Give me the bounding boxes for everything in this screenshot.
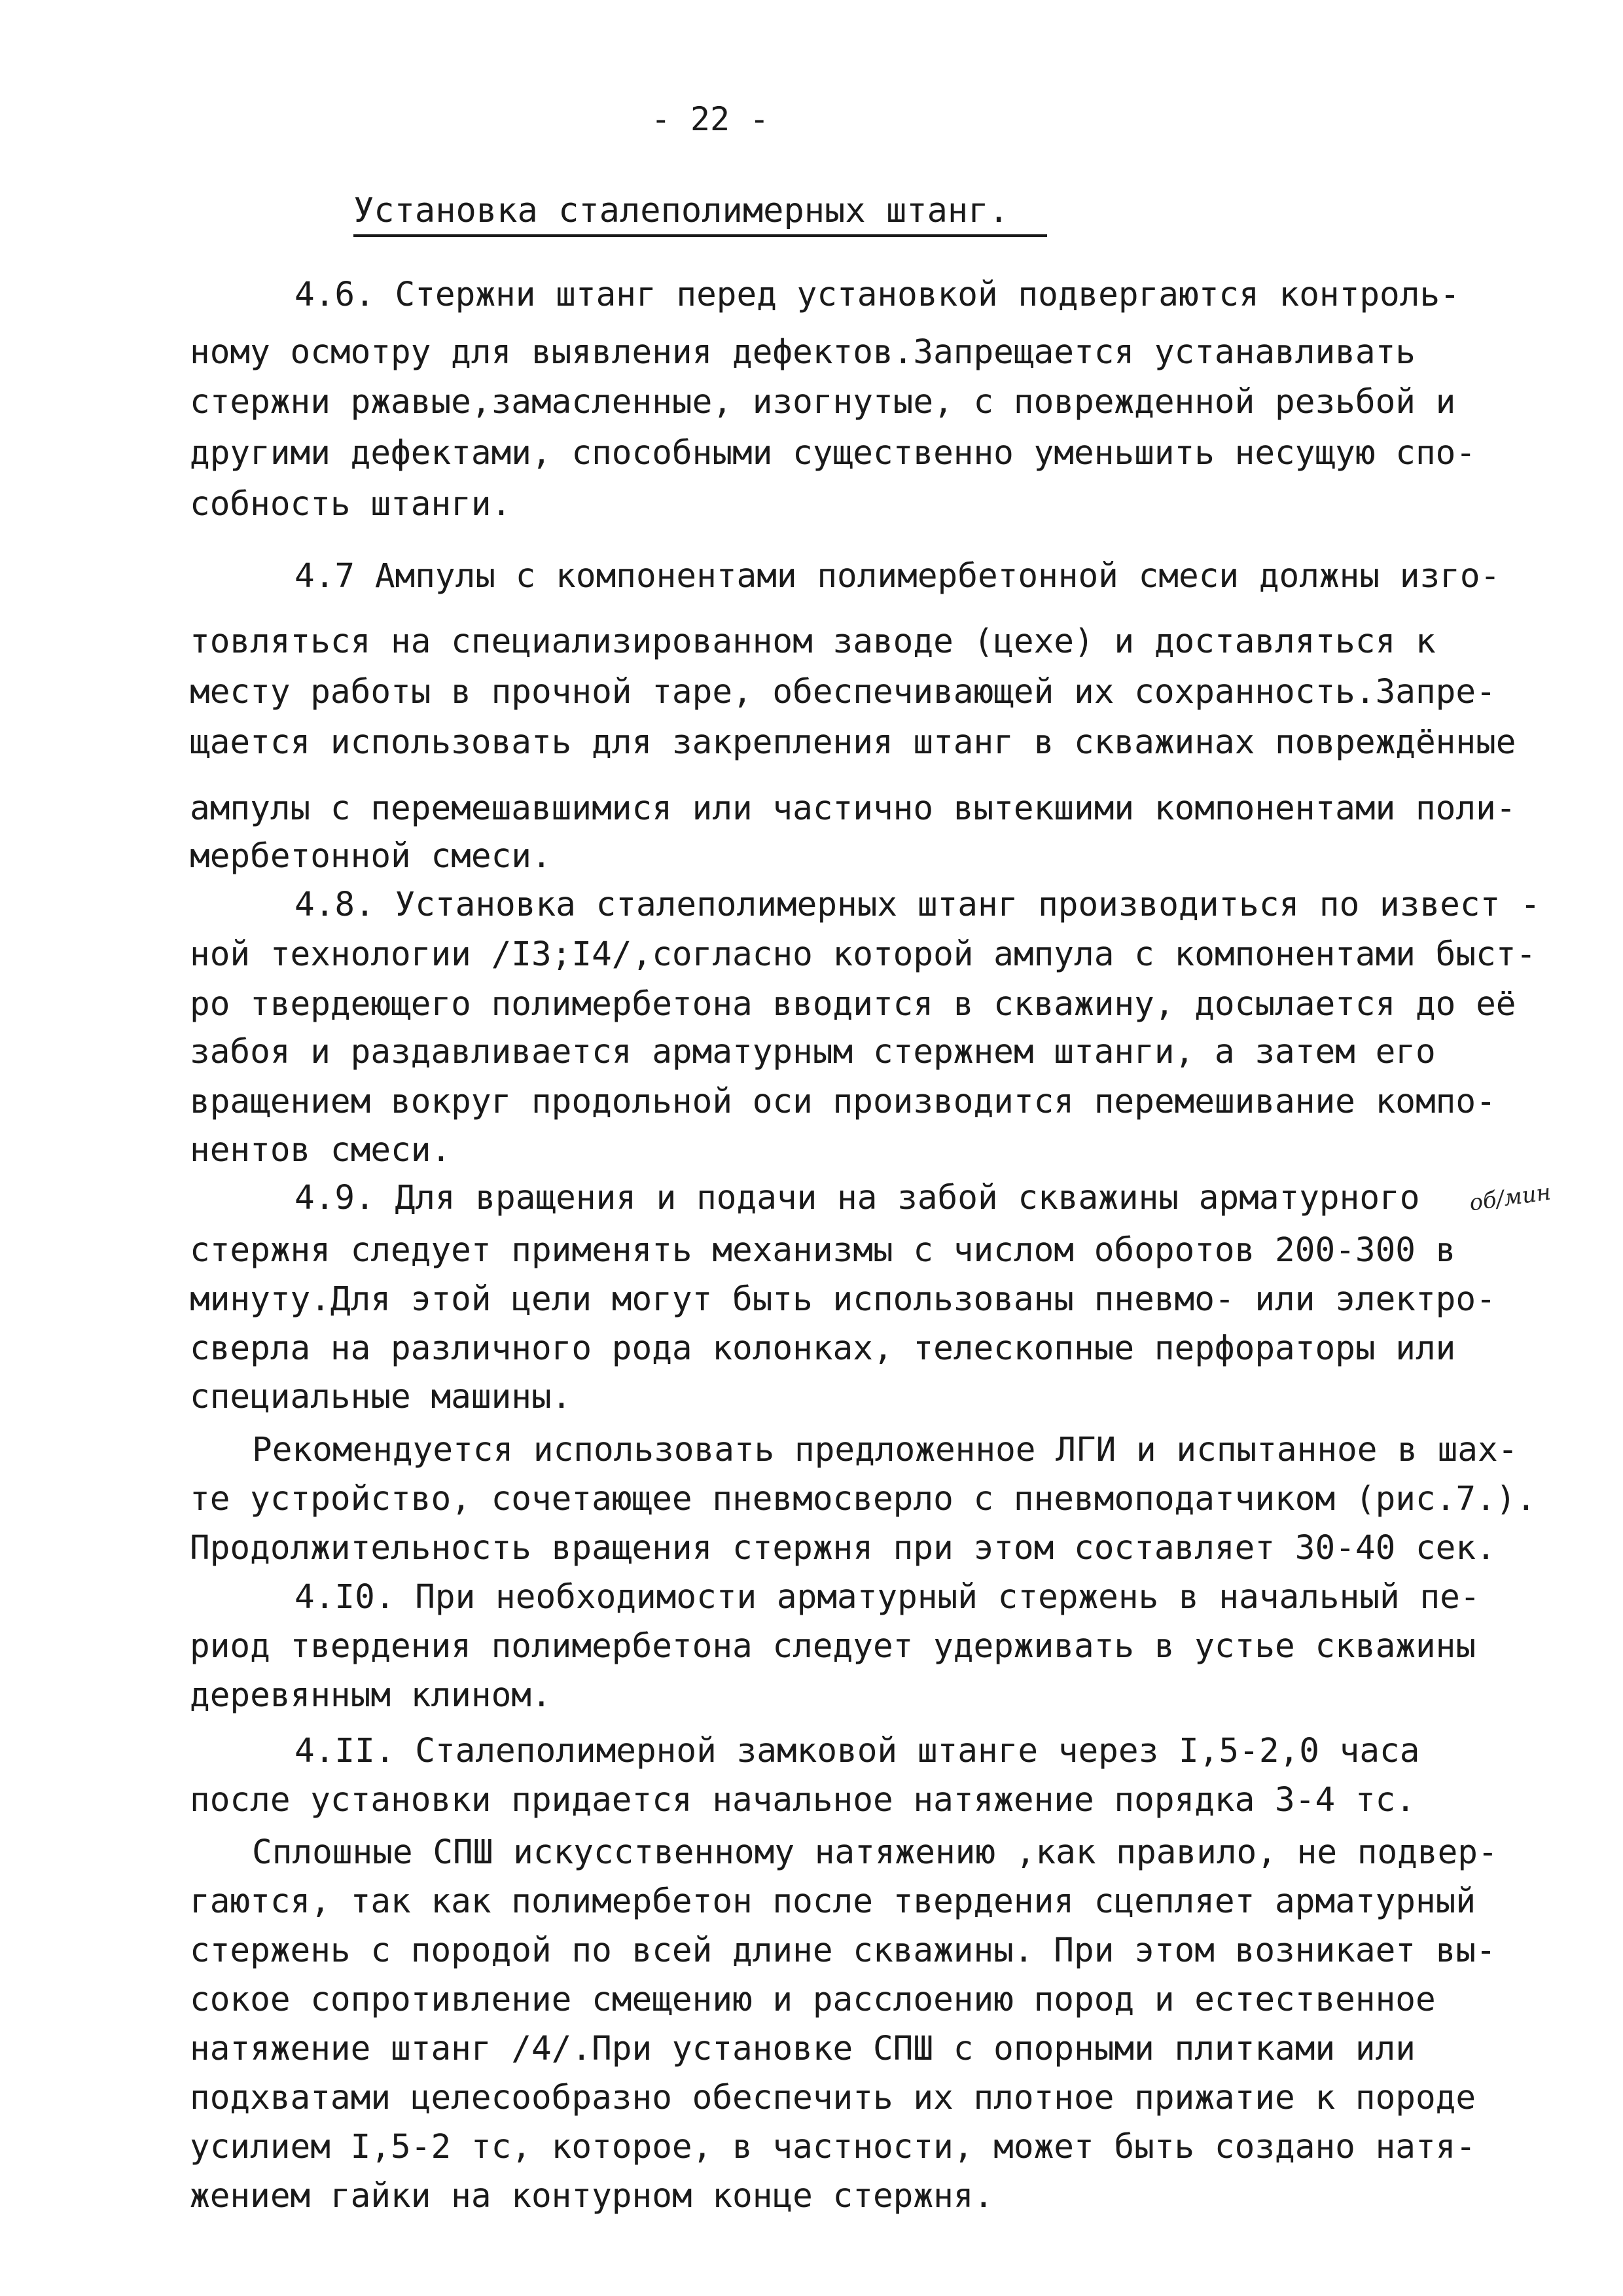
page-number: - 22 - xyxy=(651,100,770,138)
text-line: 4.6. Стержни штанг перед установкой подвергаются контроль- xyxy=(294,276,1460,314)
handwritten-note: об/мин xyxy=(1467,1179,1553,1217)
text-line: ной технологии /I3;I4/,согласно которой ампула с компонентами быст- xyxy=(190,935,1537,974)
text-line: 4.8. Установка сталеполимерных штанг производиться по извест - xyxy=(294,886,1541,924)
text-line: усилием I,5-2 тс, которое, в частности, может быть создано натя- xyxy=(190,2128,1476,2166)
text-line: сверла на различного рода колонках, телескопные перфораторы или xyxy=(190,1329,1456,1368)
text-line: риод твердения полимербетона следует удерживать в устье скважины xyxy=(190,1627,1476,1666)
text-line: 4.I0. При необходимости арматурный стержень в начальный пе- xyxy=(294,1578,1480,1617)
text-line: те устройство, сочетающее пневмосверло с пневмоподатчиком (рис.7.). xyxy=(190,1480,1537,1518)
text-line: ро твердеющего полимербетона вводится в скважину, досылается до её xyxy=(190,985,1516,1024)
text-line: подхватами целесообразно обеспечить их плотное прижатие к породе xyxy=(190,2079,1476,2117)
text-line: минуту.Для этой цели могут быть использованы пневмо- или электро- xyxy=(190,1280,1496,1319)
text-line: вращением вокруг продольной оси производится перемешивание компо- xyxy=(190,1083,1496,1121)
text-line: сокое сопротивление смещению и расслоению пород и естественное xyxy=(190,1981,1436,2019)
text-line: стержня следует применять механизмы с числом оборотов 200-300 в xyxy=(190,1231,1456,1270)
text-line: жением гайки на контурном конце стержня. xyxy=(190,2177,994,2215)
text-line: деревянным клином. xyxy=(190,1676,552,1715)
text-line: собность штанги. xyxy=(190,485,512,524)
text-line: специальные машины. xyxy=(190,1378,572,1416)
text-line: ному осмотру для выявления дефектов.Запрещается устанавливать xyxy=(190,333,1416,372)
section-title: Установка сталеполимерных штанг. xyxy=(353,190,1047,237)
text-line: товляться на специализированном заводе (цехе) и доставляться к xyxy=(190,622,1436,661)
text-line: Продолжительность вращения стержня при этом составляет 30-40 сек. xyxy=(190,1529,1496,1568)
text-line: месту работы в прочной таре, обеспечивающей их сохранность.Запре- xyxy=(190,673,1496,711)
text-line: щается использовать для закрепления штанг в скважинах повреждённые xyxy=(190,723,1516,762)
text-line: нентов смеси. xyxy=(190,1131,452,1170)
text-line: забоя и раздавливается арматурным стержнем штанги, а затем его xyxy=(190,1033,1436,1071)
text-line: Сплошные СПШ искусственному натяжению ,как правило, не подвер- xyxy=(252,1833,1498,1872)
text-line: натяжение штанг /4/.При установке СПШ с опорными плитками или xyxy=(190,2030,1416,2068)
text-line: 4.9. Для вращения и подачи на забой скважины арматурного xyxy=(294,1179,1420,1217)
text-line: ампулы с перемешавшимися или частично вытекшими компонентами поли- xyxy=(190,789,1516,828)
text-line: мербетонной смеси. xyxy=(190,837,552,876)
text-line: 4.7 Ампулы с компонентами полимербетонной смеси должны изго- xyxy=(294,557,1501,596)
text-line: стержни ржавые,замасленные, изогнутые, с поврежденной резьбой и xyxy=(190,383,1456,422)
text-line: после установки придается начальное натяжение порядка 3-4 тс. xyxy=(190,1781,1416,1820)
text-line: 4.II. Сталеполимерной замковой штанге через I,5-2,0 часа xyxy=(294,1732,1420,1770)
text-line: стержень с породой по всей длине скважины. При этом возникает вы- xyxy=(190,1931,1496,1970)
text-line: другими дефектами, способными существенно уменьшить несущую спо- xyxy=(190,434,1476,473)
text-line: гаются, так как полимербетон после твердения сцепляет арматурный xyxy=(190,1882,1476,1921)
text-line: Рекомендуется использовать предложенное ЛГИ и испытанное в шах- xyxy=(252,1431,1518,1469)
